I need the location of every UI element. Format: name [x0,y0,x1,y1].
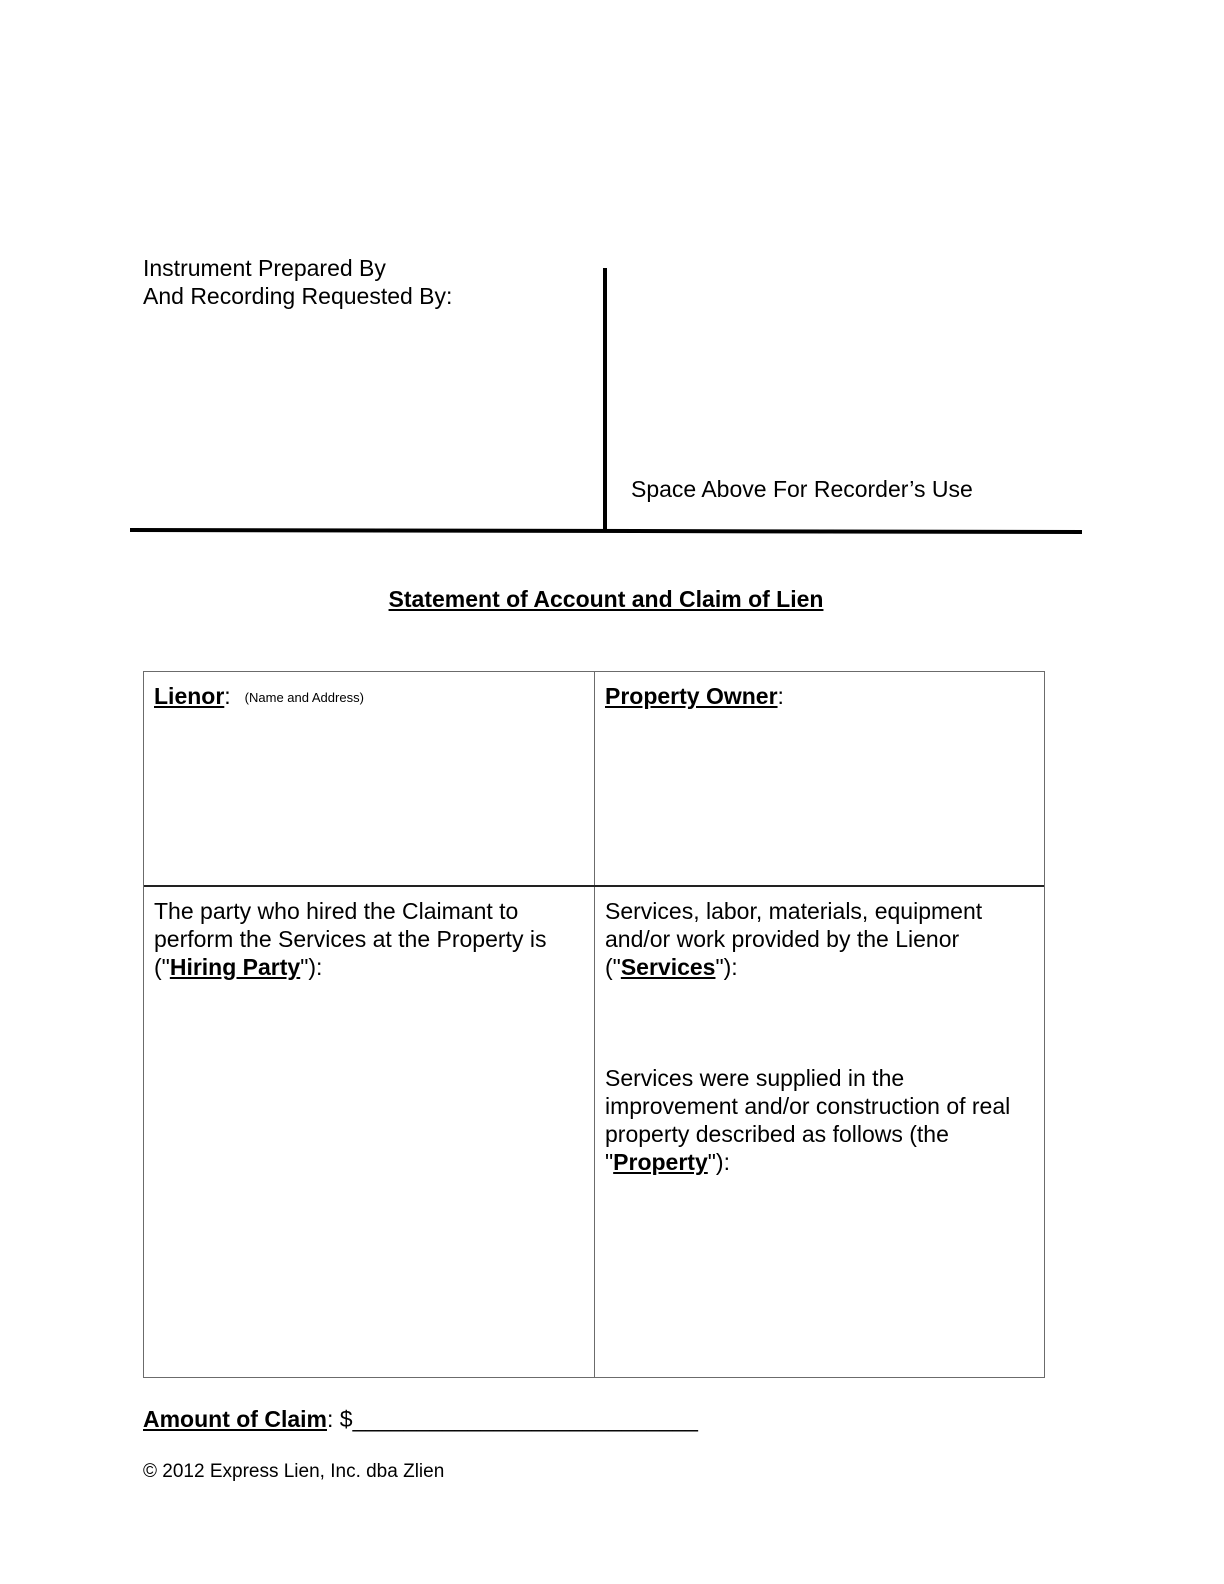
property-owner-cell[interactable] [595,672,1045,886]
services-postfix: "): [715,954,738,980]
header-vertical-divider [603,268,607,530]
services-term: Services [620,954,716,980]
hiring-party-prefix: (" [154,954,170,980]
claim-details-table [143,671,1045,1378]
lienor-cell[interactable] [144,672,595,886]
property-owner-colon: : [777,683,784,709]
amount-label: Amount of Claim [143,1406,327,1432]
hiring-party-postfix: "): [300,954,323,980]
services-text-line2: and/or work provided by the Lienor [605,926,960,952]
recorder-space-label: Space Above For Recorder’s Use [631,476,973,502]
hiring-party-text-line1: The party who hired the Claimant to [154,898,519,924]
property-owner-label: Property Owner [605,683,778,709]
services-text-line1: Services, labor, materials, equipment [605,898,983,924]
lienor-label: Lienor [154,683,225,709]
services-prefix: (" [605,954,621,980]
property-term-line [605,1148,1035,1176]
lienor-note: (Name and Address) [244,690,364,705]
property-term: Property [613,1149,708,1175]
amount-separator: : $ [327,1406,353,1432]
prepared-by-label [143,254,452,310]
services-spacer [605,981,1035,1064]
hiring-party-text-line2: perform the Services at the Property is [154,926,547,952]
prepared-by-line1: Instrument Prepared By [143,255,386,281]
amount-of-claim [143,1405,698,1433]
property-text-line3: property described as follows (the [605,1121,949,1147]
lienor-colon: : [224,683,231,709]
property-prefix: " [605,1149,614,1175]
hiring-party-term-line [154,953,584,981]
services-cell[interactable] [595,887,1045,1377]
hiring-party-term: Hiring Party [169,954,301,980]
hiring-party-cell[interactable] [144,887,595,1377]
services-term-line [605,953,1035,981]
document-title: Statement of Account and Claim of Lien [388,586,824,612]
header-horizontal-divider [130,528,1082,534]
property-postfix: "): [707,1149,730,1175]
prepared-by-line2: And Recording Requested By: [143,283,453,309]
property-text-line2: improvement and/or construction of real [605,1093,1011,1119]
property-text-line1: Services were supplied in the [605,1065,905,1091]
amount-blank-field[interactable]: ___________________________ [352,1406,698,1432]
copyright-notice: © 2012 Express Lien, Inc. dba Zlien [143,1461,445,1482]
